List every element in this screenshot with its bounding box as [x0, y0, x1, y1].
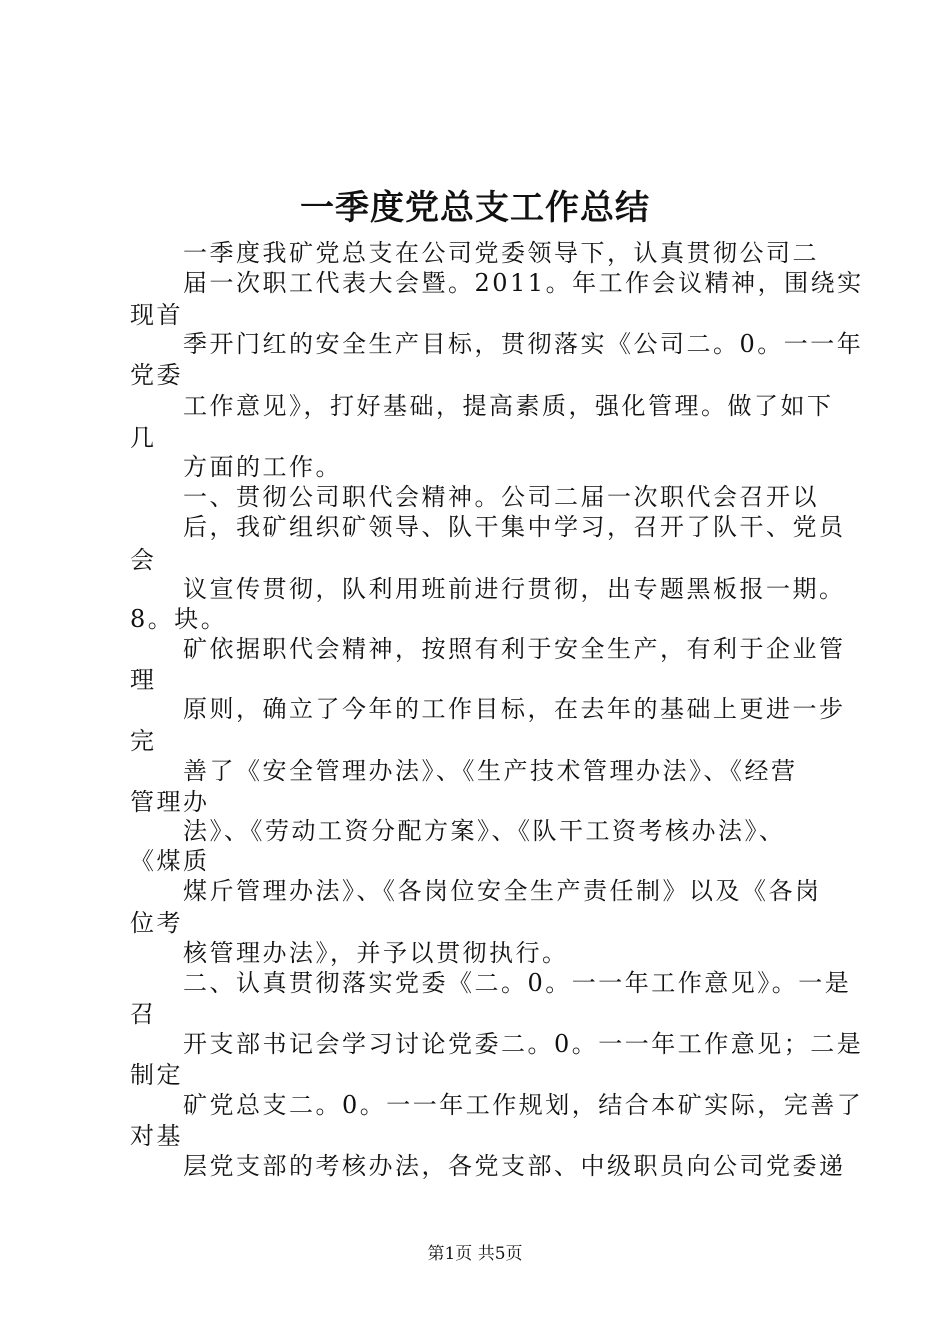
body-line: 善了《安全管理办法》、《生产技术管理办法》、《经营	[183, 757, 798, 785]
body-line: 开支部书记会学习讨论党委二。0。一一年工作意见；二是	[183, 1030, 864, 1058]
body-line: 召	[130, 1000, 157, 1028]
body-line: 一季度我矿党总支在公司党委领导下，认真贯彻公司二	[183, 239, 819, 267]
body-line: 法》、《劳动工资分配方案》、《队干工资考核办法》、	[183, 817, 786, 845]
body-line: 党委	[130, 361, 183, 389]
body-line: 季开门红的安全生产目标，贯彻落实《公司二。0。一一年	[183, 330, 864, 358]
body-line: 届一次职工代表大会暨。2011。年工作会议精神，围绕实	[183, 269, 864, 297]
body-line: 一、贯彻公司职代会精神。公司二届一次职代会召开以	[183, 483, 819, 511]
body-line: 议宣传贯彻，队利用班前进行贯彻，出专题黑板报一期。	[183, 575, 846, 603]
body-line: 会	[130, 546, 157, 574]
body-line: 工作意见》，打好基础，提高素质，强化管理。做了如下	[183, 392, 834, 420]
body-line: 《煤质	[130, 847, 210, 875]
body-line: 理	[130, 666, 157, 694]
document-title: 一季度党总支工作总结	[300, 188, 650, 228]
body-line: 方面的工作。	[183, 453, 342, 481]
body-line: 矿依据职代会精神，按照有利于安全生产，有利于企业管	[183, 635, 846, 663]
body-line: 矿党总支二。0。一一年工作规划，结合本矿实际，完善了	[183, 1091, 864, 1119]
page-number-footer: 第1页 共5页	[427, 1244, 523, 1264]
body-line: 制定	[130, 1061, 183, 1089]
body-line: 完	[130, 727, 157, 755]
body-line: 层党支部的考核办法，各党支部、中级职员向公司党委递	[183, 1152, 846, 1180]
body-line: 8。块。	[130, 605, 228, 633]
body-line: 二、认真贯彻落实党委《二。0。一一年工作意见》。一是	[183, 969, 852, 997]
body-line: 对基	[130, 1122, 183, 1150]
body-line: 煤斤管理办法》、《各岗位安全生产责任制》以及《各岗	[183, 877, 822, 905]
body-line: 现首	[130, 301, 183, 329]
body-line: 位考	[130, 909, 183, 937]
body-line: 核管理办法》，并予以贯彻执行。	[183, 939, 569, 967]
body-line: 几	[130, 424, 157, 452]
body-line: 后，我矿组织矿领导、队干集中学习，召开了队干、党员	[183, 513, 846, 541]
body-line: 管理办	[130, 788, 210, 816]
body-line: 原则，确立了今年的工作目标，在去年的基础上更进一步	[183, 695, 846, 723]
